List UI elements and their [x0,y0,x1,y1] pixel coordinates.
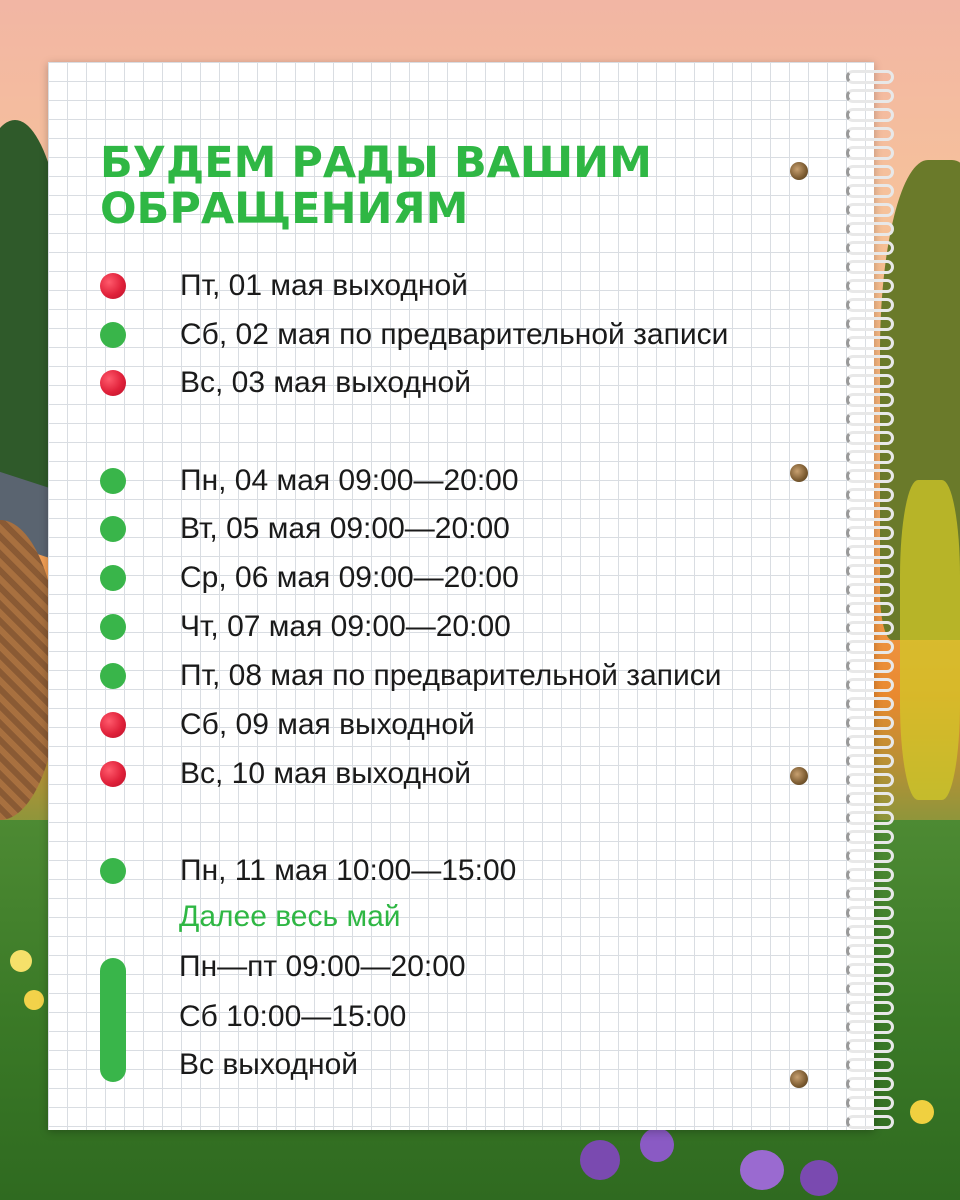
spiral-ring [846,184,894,198]
schedule-row-text: Сб, 09 мая выходной [180,708,475,741]
spiral-ring [846,1001,894,1015]
schedule-row [100,851,517,891]
day-off-dot [100,761,126,787]
title-line-2: ОБРАЩЕНИЯМ [100,184,469,234]
spiral-ring [846,754,894,768]
schedule-row [100,656,722,696]
spiral-ring [846,925,894,939]
day-off-dot [100,370,126,396]
notebook-spiral [846,70,896,1130]
schedule-row [100,266,468,306]
spiral-ring [846,355,894,369]
spiral-ring [846,146,894,160]
schedule-row [100,754,471,794]
schedule-row-text: Пн, 11 мая 10:00—15:00 [180,854,517,887]
schedule-row-text: Сб, 02 мая по предварительной записи [180,318,729,351]
spiral-ring [846,849,894,863]
spiral-ring [846,735,894,749]
yellow-bush [900,480,960,800]
further-line: Пн—пт 09:00—20:00 [179,950,466,983]
spiral-ring [846,241,894,255]
spiral-ring [846,640,894,654]
spiral-ring [846,507,894,521]
punch-hole [790,767,808,785]
spiral-ring [846,469,894,483]
schedule-row [100,363,471,403]
spiral-ring [846,887,894,901]
schedule-row [100,509,510,549]
spiral-ring [846,659,894,673]
further-heading: Далее весь май [179,900,401,933]
spiral-ring [846,545,894,559]
spiral-ring [846,89,894,103]
spiral-ring [846,678,894,692]
spiral-ring [846,982,894,996]
spiral-ring [846,1020,894,1034]
spiral-ring [846,222,894,236]
open-day-dot [100,565,126,591]
open-day-dot [100,858,126,884]
schedule-row-text: Пн, 04 мая 09:00—20:00 [180,464,519,497]
schedule-row [100,607,511,647]
punch-hole [790,464,808,482]
spiral-ring [846,773,894,787]
schedule-row-text: Пт, 01 мая выходной [180,269,468,302]
spiral-ring [846,583,894,597]
spiral-ring [846,317,894,331]
spiral-ring [846,450,894,464]
schedule-row [100,461,519,501]
spiral-ring [846,393,894,407]
open-day-dot [100,322,126,348]
spiral-ring [846,830,894,844]
daffodil-flower [910,1100,934,1124]
further-line: Вс выходной [179,1048,359,1081]
schedule-row-text: Чт, 07 мая 09:00—20:00 [180,610,511,643]
day-off-dot [100,273,126,299]
spiral-ring [846,298,894,312]
spiral-ring [846,906,894,920]
open-day-dot [100,516,126,542]
crocus-flower [640,1128,674,1162]
spiral-ring [846,963,894,977]
schedule-row-text: Вс, 10 мая выходной [180,757,471,790]
spiral-ring [846,944,894,958]
spiral-ring [846,602,894,616]
schedule-row [100,558,519,598]
spiral-ring [846,868,894,882]
open-day-dot [100,614,126,640]
schedule-row [100,315,729,355]
spiral-ring [846,716,894,730]
spiral-ring [846,526,894,540]
spiral-ring [846,1077,894,1091]
range-bar [100,958,126,1082]
spiral-ring [846,336,894,350]
schedule-row-text: Пт, 08 мая по предварительной записи [180,659,722,692]
spiral-ring [846,374,894,388]
schedule-row-text: Ср, 06 мая 09:00—20:00 [180,561,519,594]
schedule-row-text: Вс, 03 мая выходной [180,366,471,399]
punch-hole [790,162,808,180]
spiral-ring [846,127,894,141]
punch-hole [790,1070,808,1088]
spiral-ring [846,260,894,274]
spiral-ring [846,165,894,179]
spiral-ring [846,564,894,578]
open-day-dot [100,468,126,494]
spiral-ring [846,279,894,293]
crocus-flower [800,1160,838,1196]
spiral-ring [846,488,894,502]
spiral-ring [846,811,894,825]
open-day-dot [100,663,126,689]
title-line-1: БУДЕМ РАДЫ ВАШИМ [100,138,652,188]
schedule-row [100,705,475,745]
spiral-ring [846,697,894,711]
further-line: Сб 10:00—15:00 [179,1000,407,1033]
crocus-flower [580,1140,620,1180]
daffodil-flower [24,990,44,1010]
crocus-flower [740,1150,784,1190]
spiral-ring [846,412,894,426]
day-off-dot [100,712,126,738]
spiral-ring [846,1039,894,1053]
spiral-ring [846,621,894,635]
spiral-ring [846,108,894,122]
spiral-ring [846,431,894,445]
page-title [100,140,652,232]
spiral-ring [846,203,894,217]
schedule-row-text: Вт, 05 мая 09:00—20:00 [180,512,510,545]
spiral-ring [846,1096,894,1110]
spiral-ring [846,1058,894,1072]
spiral-ring [846,70,894,84]
spiral-ring [846,1115,894,1129]
daffodil-flower [10,950,32,972]
spiral-ring [846,792,894,806]
